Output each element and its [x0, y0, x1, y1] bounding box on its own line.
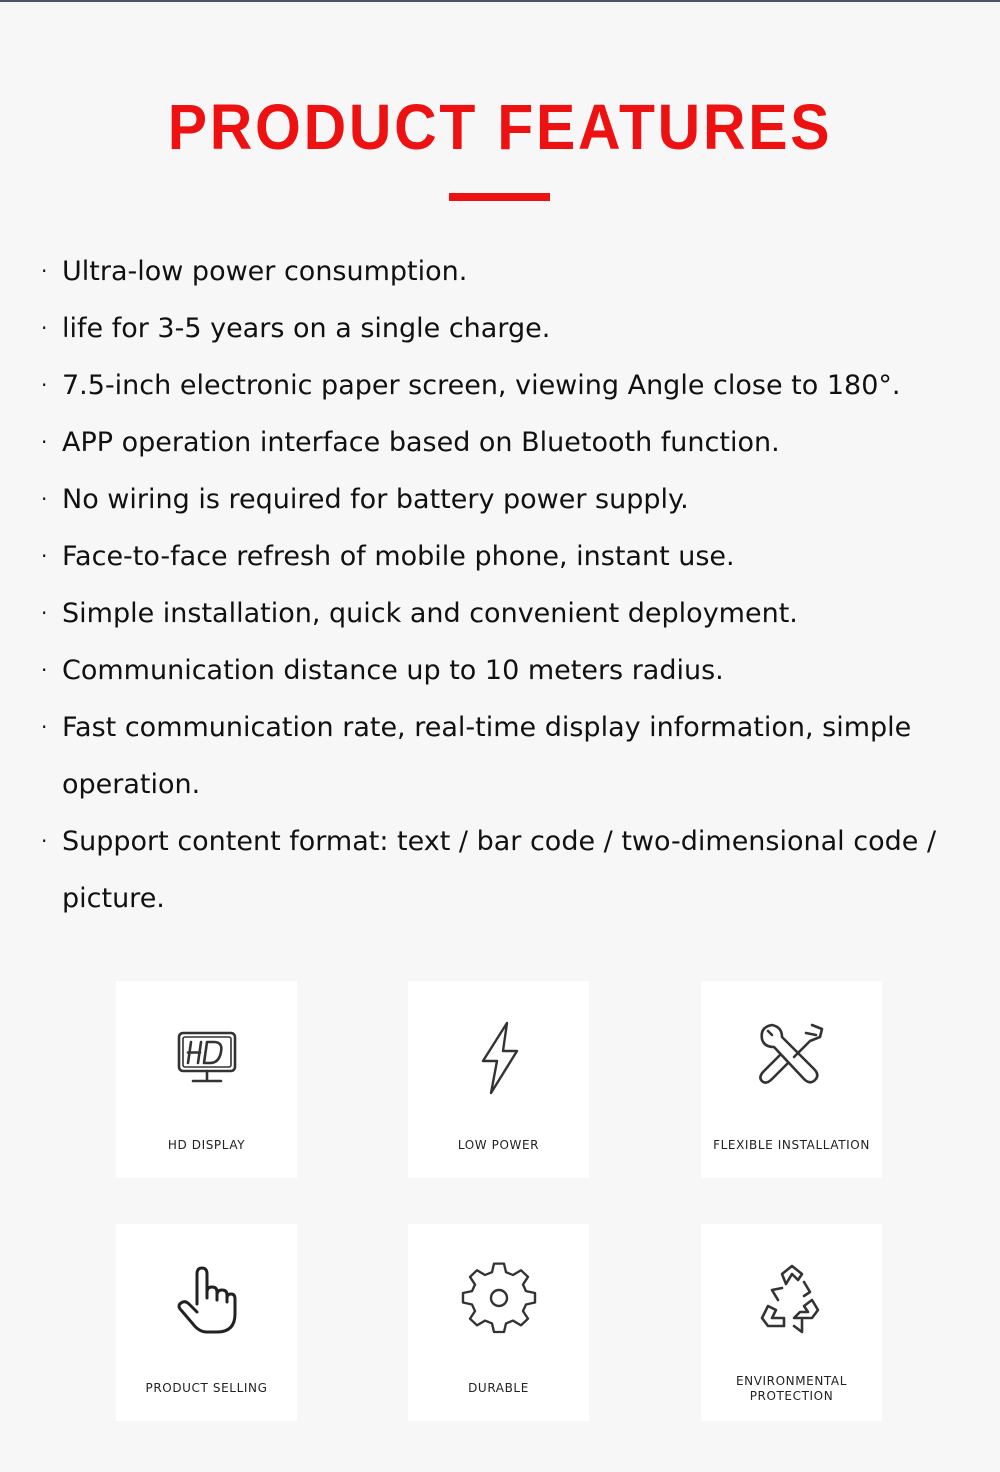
bullet-dot: · — [41, 715, 48, 739]
bullet-dot: · — [41, 487, 48, 511]
card-hd-display — [116, 981, 297, 1178]
hand-pointer-icon — [169, 1262, 245, 1338]
bullet-dot: · — [41, 316, 48, 340]
gear-icon — [461, 1262, 537, 1338]
bullet-dot: · — [41, 430, 48, 454]
feature-text: Ultra-low power consumption. — [62, 256, 468, 287]
top-border — [0, 0, 1000, 2]
feature-item — [41, 471, 971, 528]
recycle-icon — [754, 1262, 830, 1338]
card-label: FLEXIBLE INSTALLATION — [713, 1138, 870, 1152]
lightning-icon — [461, 1019, 537, 1095]
card-durable — [408, 1224, 589, 1421]
feature-text: Simple installation, quick and convenient deployment. — [62, 598, 798, 629]
feature-text: No wiring is required for battery power supply. — [62, 484, 689, 515]
card-label: ENVIRONMENTAL PROTECTION — [735, 1374, 848, 1403]
bullet-dot: · — [41, 658, 48, 682]
feature-item — [41, 699, 971, 813]
feature-list — [41, 243, 971, 927]
feature-item — [41, 642, 971, 699]
feature-text: APP operation interface based on Bluetooth function. — [62, 427, 780, 458]
card-label: HD DISPLAY — [167, 1138, 246, 1152]
bullet-dot: · — [41, 373, 48, 397]
title-underline — [449, 193, 550, 201]
bullet-dot: · — [41, 259, 48, 283]
card-label: DURABLE — [468, 1381, 529, 1395]
bullet-dot: · — [41, 829, 48, 853]
bullet-dot: · — [41, 544, 48, 568]
tools-icon — [754, 1019, 830, 1095]
feature-text: Fast communication rate, real-time display information, simple operation. — [62, 712, 912, 800]
feature-item — [41, 813, 971, 927]
card-environmental-protection — [701, 1224, 882, 1421]
feature-item — [41, 300, 971, 357]
feature-text: life for 3-5 years on a single charge. — [62, 313, 551, 344]
feature-text: Communication distance up to 10 meters radius. — [62, 655, 724, 686]
card-product-selling — [116, 1224, 297, 1421]
hd-display-icon — [169, 1019, 245, 1095]
bullet-dot: · — [41, 601, 48, 625]
feature-item — [41, 357, 971, 414]
feature-text: Face-to-face refresh of mobile phone, instant use. — [62, 541, 735, 572]
card-flexible-installation — [701, 981, 882, 1178]
card-label: PRODUCT SELLING — [145, 1381, 268, 1395]
page-title: PRODUCT FEATURES — [167, 91, 833, 163]
feature-text: 7.5-inch electronic paper screen, viewing Angle close to 180°. — [62, 370, 901, 401]
feature-item — [41, 585, 971, 642]
card-low-power — [408, 981, 589, 1178]
feature-text: Support content format: text / bar code / two-dimensional code / picture. — [62, 826, 937, 914]
card-label: LOW POWER — [457, 1138, 540, 1152]
feature-item — [41, 528, 971, 585]
feature-item — [41, 243, 971, 300]
feature-item — [41, 414, 971, 471]
